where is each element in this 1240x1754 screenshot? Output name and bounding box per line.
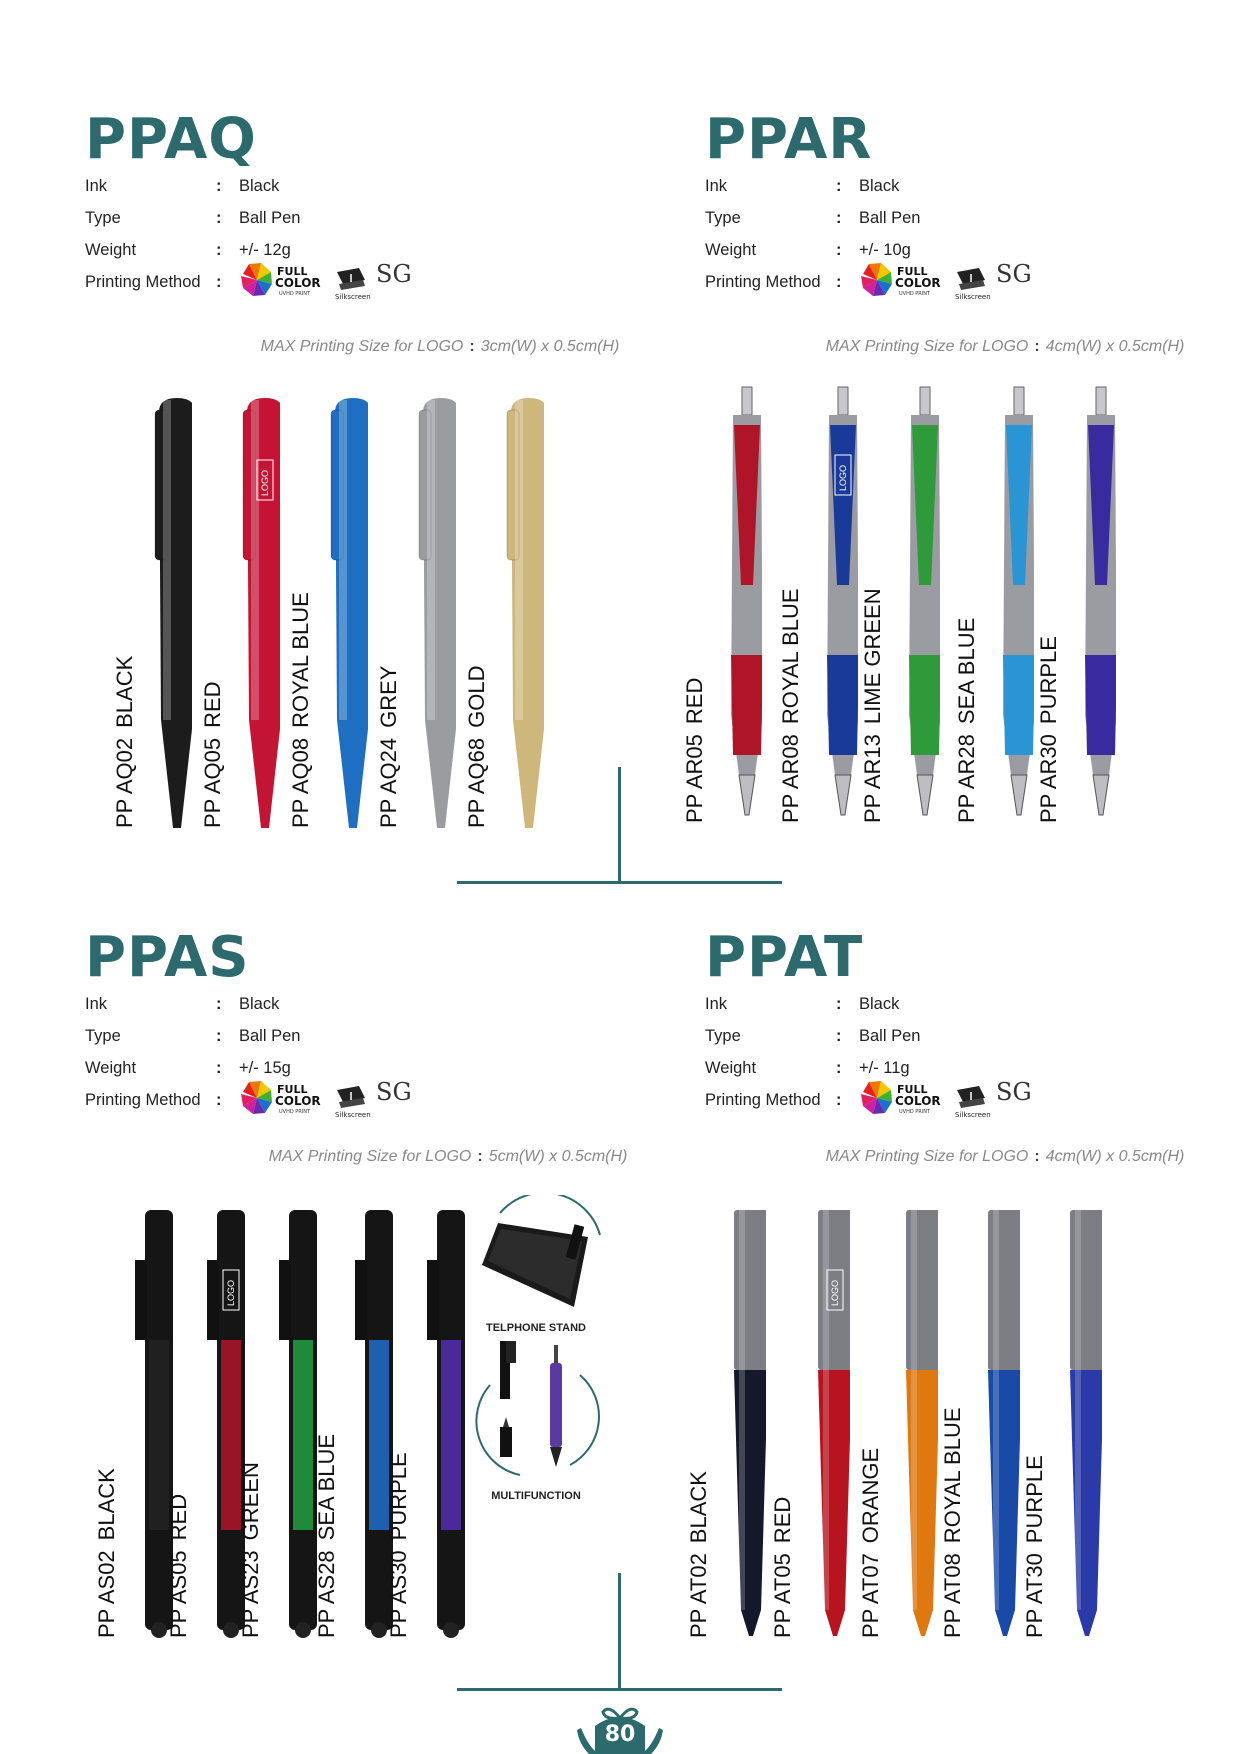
spec-label: Printing Method <box>85 1091 201 1109</box>
spec-label: Weight <box>85 241 137 259</box>
pen-label <box>314 1434 340 1638</box>
spec-row-printing-method <box>85 260 465 300</box>
pen-label <box>166 1494 192 1638</box>
pen-illustration <box>406 1200 466 1640</box>
pen-item <box>684 1200 764 1640</box>
pen-label <box>686 1471 712 1638</box>
pen-label <box>376 666 402 828</box>
pen-color-name: BLACK <box>94 1468 119 1541</box>
spec-row-ink <box>85 170 465 202</box>
printing-method-icons <box>239 260 469 300</box>
pen-item <box>938 1200 1018 1640</box>
spec-value-type: Ball Pen <box>239 1027 301 1045</box>
pen-color-name: PURPLE <box>1036 636 1061 725</box>
svg-text:Silkscreen: Silkscreen <box>955 293 991 300</box>
svg-text:COLOR: COLOR <box>275 1094 321 1108</box>
pen-color-name: BLACK <box>112 655 137 728</box>
svg-text:COLOR: COLOR <box>275 276 321 290</box>
svg-text:LOGO: LOGO <box>226 1279 236 1306</box>
svg-text:Silkscreen: Silkscreen <box>955 1111 991 1118</box>
product-title-ppaq: PPAQ <box>85 107 257 172</box>
pen-label <box>386 1452 412 1638</box>
pen-item <box>1020 1200 1100 1640</box>
pen-label <box>682 678 708 823</box>
pen-item <box>1034 385 1114 825</box>
pen-code: PP AQ68 <box>464 737 489 828</box>
divider-horizontal-bottom <box>457 1688 782 1691</box>
spec-colon: : <box>216 209 222 227</box>
pen-illustration <box>974 385 1034 825</box>
pen-item <box>236 1200 316 1640</box>
max-print-label: MAX Printing Size for LOGO <box>825 338 1029 355</box>
pen-item <box>312 1200 392 1640</box>
sg-label: SG <box>376 260 412 288</box>
svg-text:COLOR: COLOR <box>895 276 941 290</box>
spec-row-printing-method <box>85 1078 465 1118</box>
max-print-size-ppaq <box>160 338 720 356</box>
spec-value-ink: Black <box>859 177 900 195</box>
pen-illustration <box>484 390 544 830</box>
spec-label: Ink <box>85 177 108 195</box>
pen-illustration <box>706 1200 766 1640</box>
pen-label <box>940 1407 966 1638</box>
max-print-value: 4cm(W) x 0.5cm(H) <box>1045 1148 1185 1165</box>
silkscreen-icon <box>951 260 991 300</box>
spec-label: Printing Method <box>705 273 821 291</box>
pen-item <box>110 390 190 830</box>
spec-row-ink <box>85 988 465 1020</box>
svg-text:FULL: FULL <box>897 265 928 278</box>
pen-color-name: PURPLE <box>1022 1455 1047 1544</box>
pen-color-name: GREY <box>376 665 401 728</box>
spec-label: Weight <box>705 241 757 259</box>
pen-label <box>94 1468 120 1638</box>
silkscreen-icon <box>331 260 371 300</box>
spec-row-type <box>85 202 465 234</box>
printing-method-icons <box>239 1078 469 1118</box>
spec-value-ink: Black <box>239 177 280 195</box>
pen-code: PP AT02 <box>686 1553 711 1638</box>
spec-list-ppaq <box>85 170 465 298</box>
full-color-icon <box>859 1078 949 1118</box>
pen-color-name: BLACK <box>686 1471 711 1544</box>
pen-item <box>384 1200 464 1640</box>
max-print-size-ppas <box>168 1148 728 1166</box>
pen-item <box>286 390 366 830</box>
pen-label <box>858 1448 884 1638</box>
pen-label <box>238 1462 264 1638</box>
product-title-ppat: PPAT <box>705 925 864 990</box>
pen-illustration <box>878 1200 938 1640</box>
pen-color-name: ROYAL BLUE <box>940 1407 965 1544</box>
pen-illustration <box>880 385 940 825</box>
pen-item <box>462 390 542 830</box>
pen-color-name: RED <box>200 681 225 728</box>
spec-label: Weight <box>85 1059 137 1077</box>
pen-code: PP AS05 <box>166 1550 191 1638</box>
pen-item <box>768 1200 848 1640</box>
pen-code: PP AS28 <box>314 1550 339 1638</box>
pen-label <box>860 588 886 823</box>
multifunction-illustration <box>470 1335 610 1485</box>
svg-text:LOGO: LOGO <box>260 469 270 496</box>
spec-colon: : <box>836 177 842 195</box>
pen-color-name: ORANGE <box>858 1447 883 1544</box>
max-print-colon: : <box>1034 338 1040 355</box>
pen-code: PP AS30 <box>386 1550 411 1638</box>
pen-item <box>776 385 856 825</box>
pen-item <box>198 390 278 830</box>
pen-code: PP AQ08 <box>288 737 313 828</box>
pen-illustration <box>790 1200 850 1640</box>
max-print-label: MAX Printing Size for LOGO <box>825 1148 1029 1165</box>
phone-stand-illustration <box>470 1195 610 1325</box>
pen-item <box>952 385 1032 825</box>
sg-label: SG <box>996 1078 1032 1106</box>
pen-label <box>778 588 804 823</box>
spec-colon: : <box>216 1059 222 1077</box>
pen-code: PP AS02 <box>94 1550 119 1638</box>
spec-colon: : <box>216 241 222 259</box>
silkscreen-icon <box>331 1078 371 1118</box>
spec-colon: : <box>216 1027 222 1045</box>
spec-colon: : <box>836 1059 842 1077</box>
spec-value-ink: Black <box>239 995 280 1013</box>
spec-value-ink: Black <box>859 995 900 1013</box>
spec-colon: : <box>216 1091 222 1109</box>
spec-value-weight: +/- 12g <box>239 241 291 259</box>
sg-label: SG <box>996 260 1032 288</box>
printing-method-icons <box>859 260 1089 300</box>
caption-multifunction: MULTIFUNCTION <box>491 1490 581 1502</box>
spec-label: Ink <box>85 995 108 1013</box>
spec-label: Printing Method <box>85 273 201 291</box>
full-color-icon <box>239 1078 329 1118</box>
svg-text:LOGO: LOGO <box>830 1279 840 1306</box>
product-title-ppar: PPAR <box>705 107 873 172</box>
full-color-icon <box>859 260 949 300</box>
max-print-label: MAX Printing Size for LOGO <box>268 1148 472 1165</box>
max-print-size-ppar <box>725 338 1240 356</box>
full-color-icon <box>239 260 329 300</box>
spec-list-ppar <box>705 170 1085 298</box>
pen-illustration <box>1056 385 1116 825</box>
pen-illustration <box>798 385 858 825</box>
spec-value-type: Ball Pen <box>859 209 921 227</box>
spec-colon: : <box>216 273 222 291</box>
pen-illustration <box>1042 1200 1102 1640</box>
pen-label <box>464 666 490 828</box>
pen-code: PP AQ24 <box>376 737 401 828</box>
pen-color-name: RED <box>166 1493 191 1541</box>
pen-illustration <box>220 390 280 830</box>
pen-label <box>112 656 138 828</box>
svg-text:COLOR: COLOR <box>895 1094 941 1108</box>
pen-item <box>856 1200 936 1640</box>
spec-row-type <box>705 1020 1085 1052</box>
svg-text:UVHD PRINT: UVHD PRINT <box>899 1109 931 1115</box>
pen-color-name: GREEN <box>238 1462 263 1541</box>
pen-code: PP AR05 <box>682 734 707 823</box>
spec-colon: : <box>216 177 222 195</box>
divider-vertical-bottom <box>618 1573 621 1691</box>
spec-label: Ink <box>705 177 728 195</box>
pen-color-name: SEA BLUE <box>954 617 979 725</box>
pen-item <box>680 385 760 825</box>
spec-row-ink <box>705 988 1085 1020</box>
max-print-colon: : <box>477 1148 483 1165</box>
spec-value-type: Ball Pen <box>859 1027 921 1045</box>
spec-list-ppas <box>85 988 465 1116</box>
spec-label: Weight <box>705 1059 757 1077</box>
pen-illustration <box>308 390 368 830</box>
spec-value-weight: +/- 11g <box>859 1059 910 1077</box>
pen-illustration <box>396 390 456 830</box>
pen-code: PP AT08 <box>940 1553 965 1638</box>
spec-label: Printing Method <box>705 1091 821 1109</box>
svg-text:FULL: FULL <box>277 1083 308 1096</box>
pen-color-name: PURPLE <box>386 1452 411 1541</box>
spec-colon: : <box>216 995 222 1013</box>
pen-label <box>200 681 226 828</box>
spec-label: Type <box>705 209 741 227</box>
spec-colon: : <box>836 1027 842 1045</box>
product-title-ppas: PPAS <box>85 925 250 990</box>
pen-code: PP AS23 <box>238 1550 263 1638</box>
pen-item <box>858 385 938 825</box>
spec-colon: : <box>836 273 842 291</box>
spec-colon: : <box>836 1091 842 1109</box>
spec-row-type <box>705 202 1085 234</box>
max-print-value: 3cm(W) x 0.5cm(H) <box>480 338 620 355</box>
pen-code: PP AT07 <box>858 1553 883 1638</box>
pen-label <box>770 1497 796 1638</box>
pen-code: PP AT05 <box>770 1553 795 1638</box>
spec-colon: : <box>836 241 842 259</box>
max-print-label: MAX Printing Size for LOGO <box>260 338 464 355</box>
spec-row-printing-method <box>705 260 1085 300</box>
pen-code: PP AR13 <box>860 734 885 823</box>
spec-label: Type <box>705 1027 741 1045</box>
pen-color-name: SEA BLUE <box>314 1433 339 1541</box>
pen-item <box>164 1200 244 1640</box>
pen-item <box>374 390 454 830</box>
sg-label: SG <box>376 1078 412 1106</box>
pen-code: PP AR30 <box>1036 734 1061 823</box>
pen-illustration <box>258 1200 318 1640</box>
pen-color-name: LIME GREEN <box>860 588 885 725</box>
pen-label <box>1036 636 1062 823</box>
silkscreen-icon <box>951 1078 991 1118</box>
max-print-colon: : <box>1034 1148 1040 1165</box>
svg-text:FULL: FULL <box>277 265 308 278</box>
pen-illustration <box>132 390 192 830</box>
max-print-size-ppat <box>725 1148 1240 1166</box>
spec-colon: : <box>836 209 842 227</box>
pen-label <box>288 592 314 828</box>
spec-value-type: Ball Pen <box>239 209 301 227</box>
pen-code: PP AR28 <box>954 734 979 823</box>
svg-text:UVHD PRINT: UVHD PRINT <box>279 291 311 297</box>
pen-illustration <box>702 385 762 825</box>
spec-label: Ink <box>705 995 728 1013</box>
divider-horizontal-top <box>457 881 782 884</box>
spec-row-printing-method <box>705 1078 1085 1118</box>
pen-code: PP AR08 <box>778 734 803 823</box>
spec-colon: : <box>836 995 842 1013</box>
max-print-value: 5cm(W) x 0.5cm(H) <box>488 1148 628 1165</box>
max-print-colon: : <box>469 338 475 355</box>
divider-vertical-top <box>618 767 621 883</box>
spec-label: Type <box>85 209 121 227</box>
pen-item <box>92 1200 172 1640</box>
pen-color-name: GOLD <box>464 665 489 728</box>
page-number-badge <box>575 1700 665 1754</box>
printing-method-icons <box>859 1078 1089 1118</box>
spec-row-type <box>85 1020 465 1052</box>
pen-color-name: ROYAL BLUE <box>288 592 313 728</box>
spec-value-weight: +/- 10g <box>859 241 911 259</box>
svg-text:Silkscreen: Silkscreen <box>335 1111 371 1118</box>
max-print-value: 4cm(W) x 0.5cm(H) <box>1045 338 1185 355</box>
pen-color-name: RED <box>770 1496 795 1544</box>
spec-value-weight: +/- 15g <box>239 1059 291 1077</box>
svg-text:UVHD PRINT: UVHD PRINT <box>279 1109 311 1115</box>
pen-illustration <box>960 1200 1020 1640</box>
svg-text:FULL: FULL <box>897 1083 928 1096</box>
svg-text:UVHD PRINT: UVHD PRINT <box>899 291 931 297</box>
pen-code: PP AQ05 <box>200 737 225 828</box>
pen-label <box>954 618 980 823</box>
svg-text:Silkscreen: Silkscreen <box>335 293 371 300</box>
pen-code: PP AT30 <box>1022 1553 1047 1638</box>
spec-row-ink <box>705 170 1085 202</box>
spec-list-ppat <box>705 988 1085 1116</box>
caption-telephone-stand: TELPHONE STAND <box>485 1322 587 1334</box>
pen-label <box>1022 1455 1048 1638</box>
page-number: 80 <box>604 1722 636 1747</box>
pen-color-name: ROYAL BLUE <box>778 588 803 725</box>
pen-color-name: RED <box>682 677 707 725</box>
svg-text:LOGO: LOGO <box>838 464 848 491</box>
pen-code: PP AQ02 <box>112 737 137 828</box>
spec-label: Type <box>85 1027 121 1045</box>
